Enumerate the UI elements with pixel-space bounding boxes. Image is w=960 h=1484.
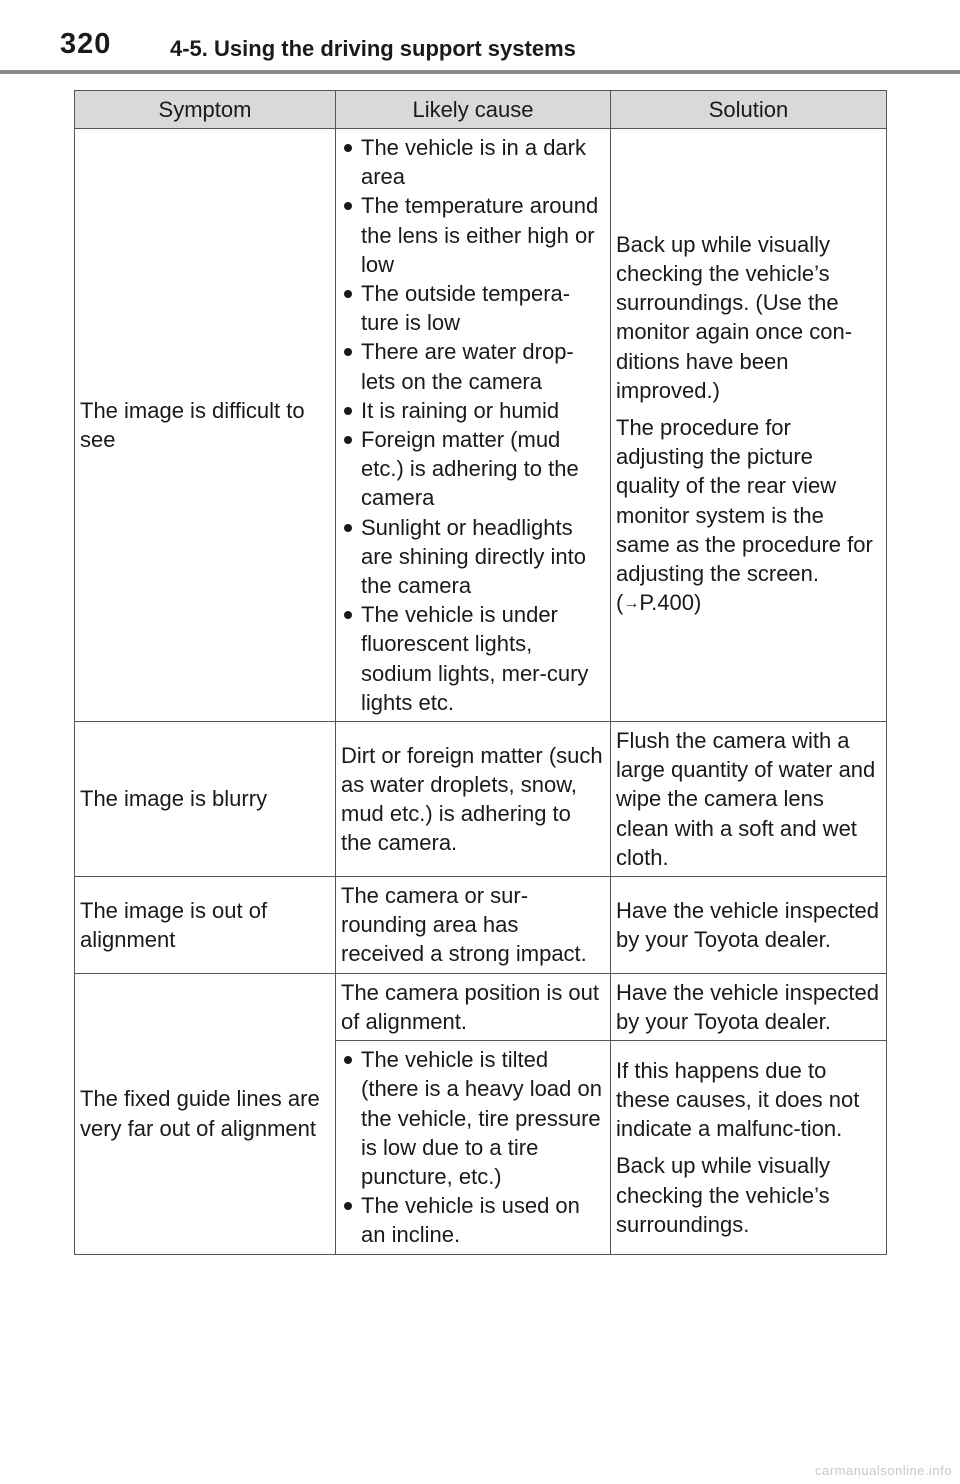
cause-cell: The camera position is out of alignment.	[336, 973, 611, 1040]
cause-cell: The camera or sur-rounding area has received a strong impact.	[336, 877, 611, 974]
cause-cell	[336, 129, 611, 722]
cause-item: Foreign matter (mud etc.) is adhering to the camera	[341, 425, 605, 513]
cause-item: The vehicle is in a dark area	[341, 133, 605, 191]
cause-cell	[336, 1041, 611, 1254]
symptom-cell: The image is blurry	[75, 722, 336, 877]
page-number: 320	[60, 28, 112, 60]
table-row	[75, 722, 887, 877]
column-header-likely-cause: Likely cause	[336, 91, 611, 129]
cause-item: The vehicle is tilted (there is a heavy load on the vehicle, tire pressure is low due to a tire puncture, etc.)	[341, 1045, 605, 1191]
cause-cell: Dirt or foreign matter (such as water droplets, snow, mud etc.) is adhering to the camera.	[336, 722, 611, 877]
watermark: carmanualsonline.info	[815, 1463, 952, 1478]
table-row	[75, 973, 887, 1040]
table-row	[75, 877, 887, 974]
page-reference-link[interactable]: P.400)	[639, 590, 702, 616]
solution-cell: Flush the camera with a large quantity of water and wipe the camera lens clean with a soft and wet cloth.	[611, 722, 887, 877]
troubleshooting-table	[74, 90, 887, 1255]
cause-list	[341, 133, 605, 717]
cause-list	[341, 1045, 605, 1249]
arrow-right-icon: →	[623, 595, 640, 613]
solution-paragraph: Back up while visually checking the vehicle’s surroundings.	[616, 1153, 830, 1237]
solution-text: The procedure for adjusting the picture quality of the rear view monitor system is the same as the procedure for adjusting the screen.	[616, 414, 873, 586]
solution-paragraph: Back up while visually checking the vehicle’s surroundings. (Use the monitor again once con-ditions have been improved.)	[616, 231, 853, 403]
solution-cell: Have the vehicle inspected by your Toyota dealer.	[611, 973, 887, 1040]
symptom-cell: The fixed guide lines are very far out of alignment	[75, 973, 336, 1254]
page-header	[0, 0, 960, 74]
cause-item: There are water drop-lets on the camera	[341, 337, 605, 395]
header-divider	[0, 70, 960, 74]
cause-item: The vehicle is under fluorescent lights, sodium lights, mer-cury lights etc.	[341, 600, 605, 717]
cause-item: The temperature around the lens is either high or low	[341, 191, 605, 279]
symptom-cell: The image is difficult to see	[75, 129, 336, 722]
table-header-row	[75, 91, 887, 129]
solution-paragraph: If this happens due to these causes, it does not indicate a malfunc-tion.	[616, 1057, 860, 1142]
cause-item: The outside tempera-ture is low	[341, 279, 605, 337]
symptom-cell: The image is out of alignment	[75, 877, 336, 974]
solution-paragraph	[616, 413, 881, 620]
solution-cell: Have the vehicle inspected by your Toyota dealer.	[611, 877, 887, 974]
column-header-solution: Solution	[611, 91, 887, 129]
column-header-symptom: Symptom	[75, 91, 336, 129]
solution-cell	[611, 1041, 887, 1254]
section-title: 4-5. Using the driving support systems	[170, 36, 576, 61]
solution-cell	[611, 129, 887, 722]
cause-item: Sunlight or headlights are shining directly into the camera	[341, 513, 605, 601]
table-row	[75, 129, 887, 722]
cause-item: It is raining or humid	[341, 396, 605, 425]
reference-open-paren: (	[616, 590, 624, 616]
cause-item: The vehicle is used on an incline.	[341, 1191, 605, 1249]
